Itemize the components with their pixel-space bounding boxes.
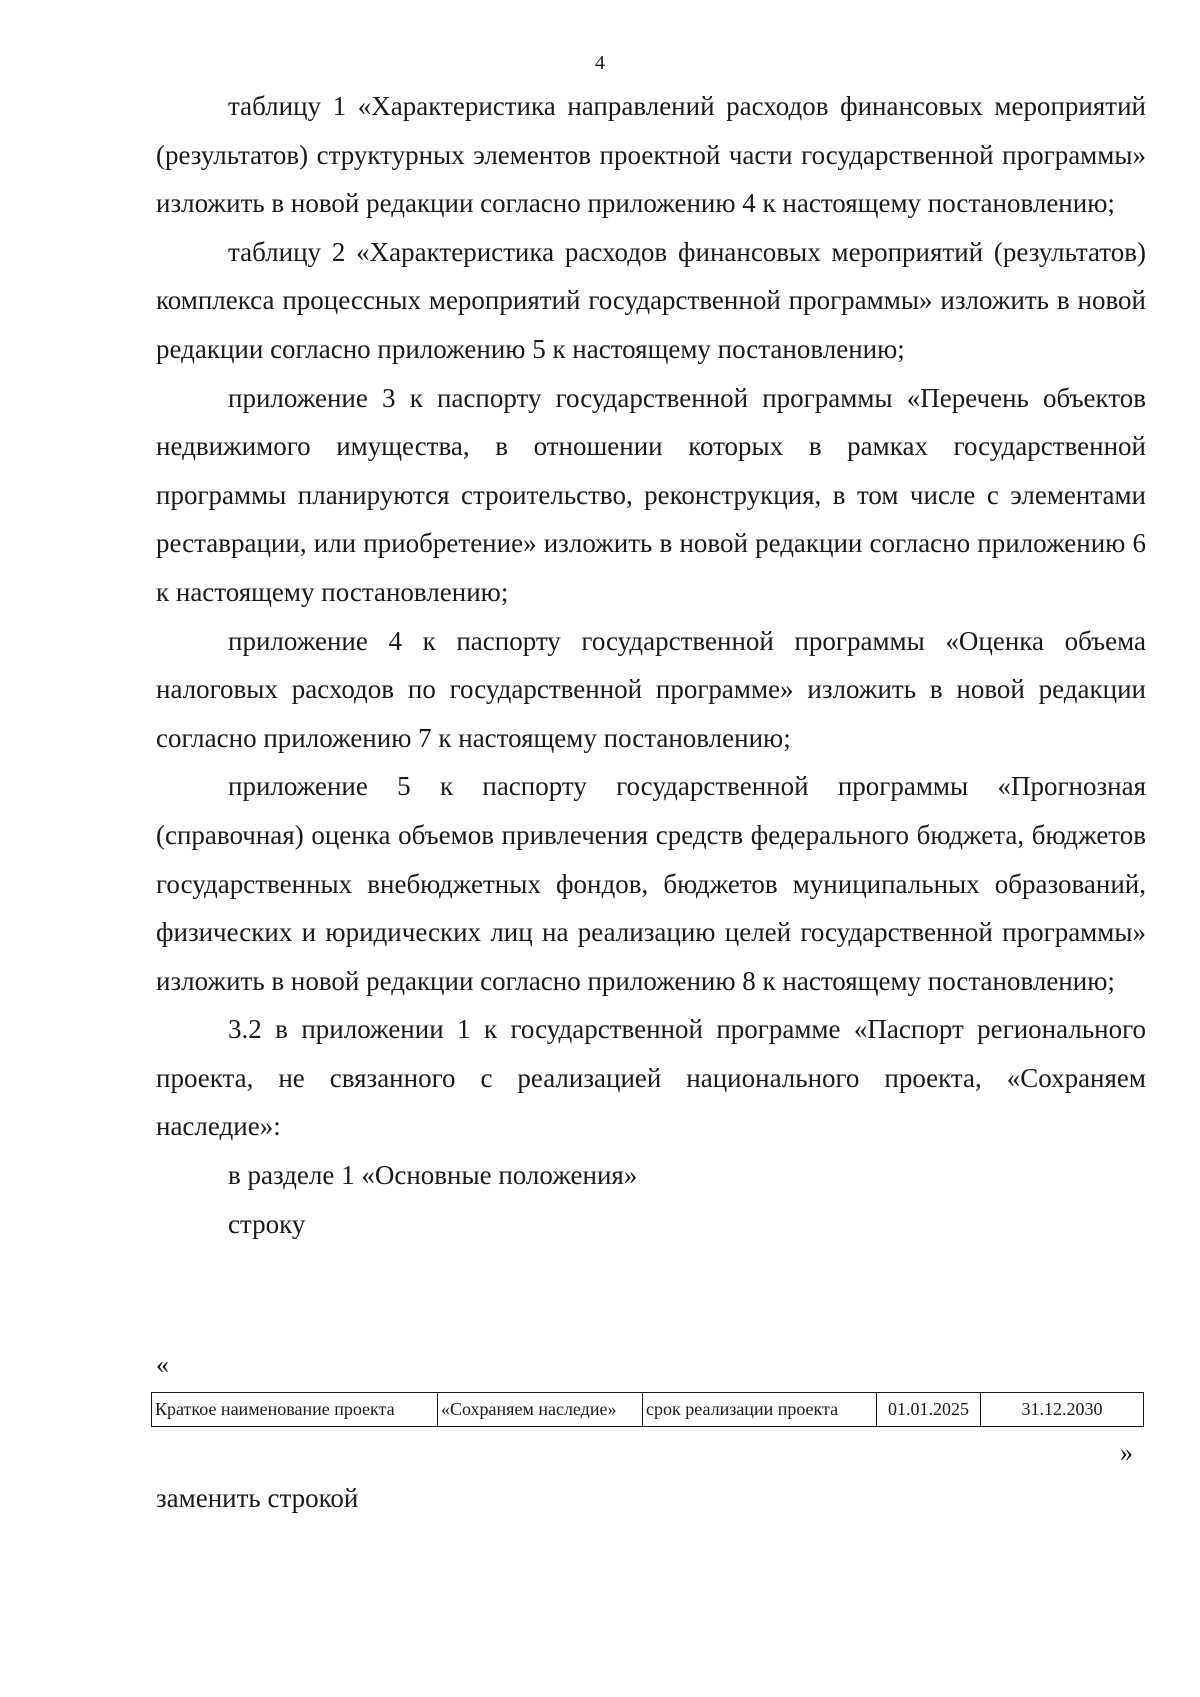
project-row-table bbox=[151, 1392, 1144, 1427]
paragraph-table-2: таблицу 2 «Характеристика расходов финансовых мероприятий (результатов) комплекса процессных мероприятий государственной программы» изложить в новой редакции согласно приложению 5 к настоящему постановлению; bbox=[156, 236, 1146, 364]
paragraph-appendix-3: приложение 3 к паспорту государственной программы «Перечень объектов недвижимого имущества, в отношении которых в рамках государственной программы планируются строительство, реконструкция, в том числе с элементами реставрации, или приобретение» изложить в новой редакции согласно приложению 6 к настоящему постановлению; bbox=[156, 382, 1146, 607]
paragraph-appendix-4: приложение 4 к паспорту государственной программы «Оценка объема налоговых расходов по государственной программе» изложить в новой редакции согласно приложению 7 к настоящему постановлению; bbox=[156, 625, 1146, 753]
opening-quote-mark: « bbox=[156, 1350, 169, 1379]
cell-project-label: Краткое наименование проекта bbox=[152, 1393, 438, 1427]
cell-project-name: «Сохраняем наследие» bbox=[438, 1393, 643, 1427]
closing-quote-mark: » bbox=[1120, 1438, 1133, 1467]
page-number: 4 bbox=[595, 52, 605, 74]
section-line: в разделе 1 «Основные положения» bbox=[228, 1160, 638, 1191]
cell-start-date: 01.01.2025 bbox=[877, 1393, 981, 1427]
row-line: строку bbox=[228, 1208, 306, 1239]
cell-end-date: 31.12.2030 bbox=[981, 1393, 1144, 1427]
cell-term-label: срок реализации проекта bbox=[643, 1393, 877, 1427]
document-body bbox=[156, 82, 1146, 1248]
paragraph-appendix-5: приложение 5 к паспорту государственной программы «Прогнозная (справочная) оценка объемов привлечения средств федерального бюджета, бюджетов государственных внебюджетных фондов, бюджетов муниципальных образований, физических и юридических лиц на реализацию целей государственной программы» изложить в новой редакции согласно приложению 8 к настоящему постановлению; bbox=[156, 771, 1146, 996]
paragraph-table-1: таблицу 1 «Характеристика направлений расходов финансовых мероприятий (результатов) структурных элементов проектной части государственной программы» изложить в новой редакции согласно приложению 4 к настоящему постановлению; bbox=[156, 91, 1146, 219]
replace-line: заменить строкой bbox=[156, 1483, 359, 1513]
table-row bbox=[152, 1393, 1144, 1427]
paragraph-item-3-2: 3.2 в приложении 1 к государственной программе «Паспорт регионального проекта, не связанного с реализацией национального проекта, «Сохраняем наследие»: bbox=[156, 1014, 1146, 1142]
